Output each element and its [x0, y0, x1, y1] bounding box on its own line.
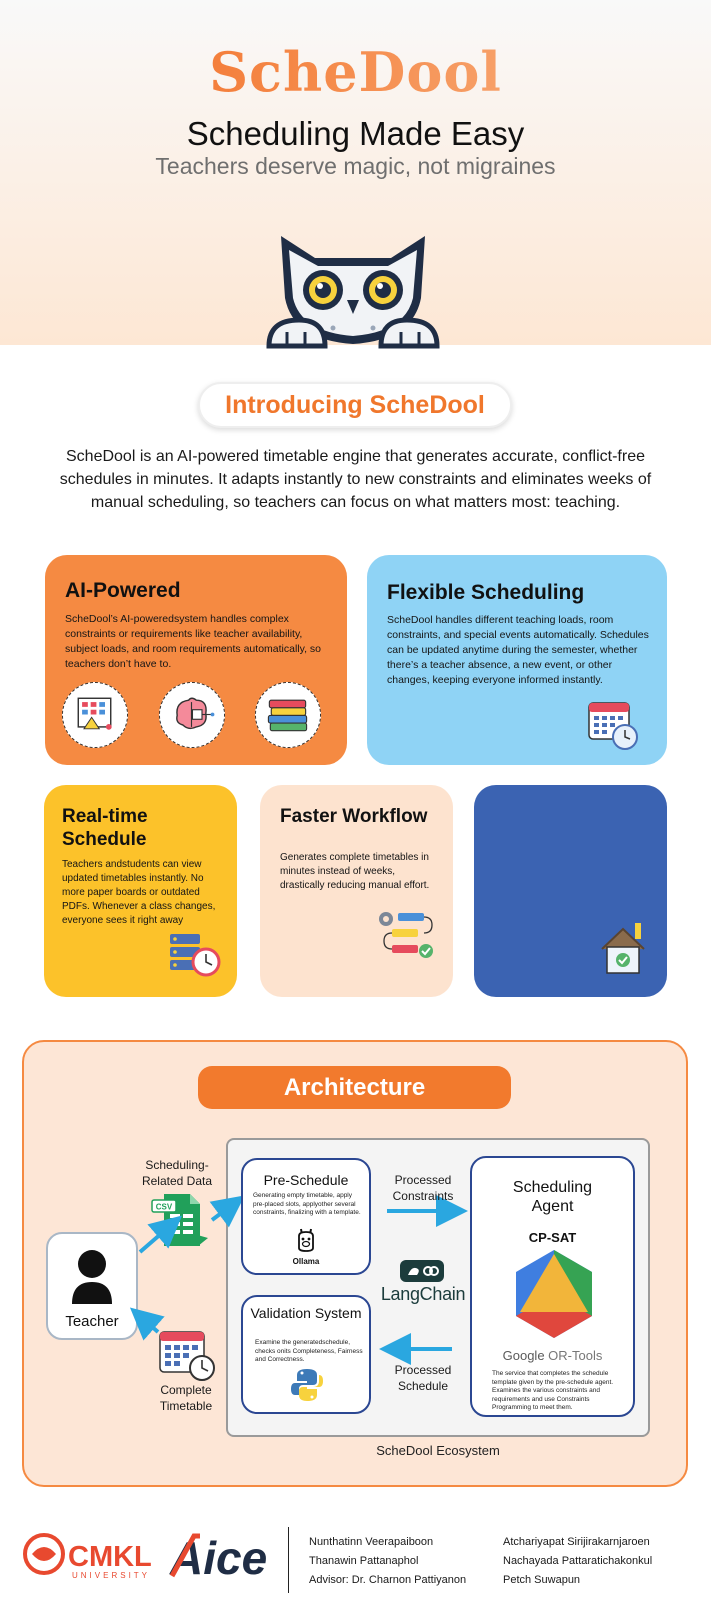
timetable-clock-icon — [158, 1326, 218, 1382]
pre-schedule-text: Generating empty timetable, apply pre-placed slots, applyother several constraints, finalizing with a template. — [253, 1192, 361, 1216]
team-member-name: Atchariyapat Sirijirakarnjaroen — [503, 1536, 650, 1548]
processed-constraints-label: Processed Constraints — [392, 1173, 454, 1203]
google-brand-text: Google — [502, 1348, 545, 1363]
aice-wordmark: Aice — [170, 1532, 268, 1584]
home-check-icon — [598, 921, 648, 977]
validation-text: Examine the generatedschedule, checks onits Completeness, Fairness and Correctness. — [255, 1339, 363, 1363]
scheduling-agent-box — [470, 1156, 635, 1417]
scheduling-agent-title: Scheduling Agent — [512, 1179, 593, 1215]
team-member-name: Petch Suwapun — [503, 1574, 581, 1586]
feature-card-blank — [474, 785, 667, 997]
chart-grid-icon — [62, 682, 128, 748]
aice-logo-icon — [168, 1530, 270, 1584]
or-tools-wordmark — [472, 1348, 633, 1364]
feature-text-workflow: Generates complete timetables in minutes instead of weeks, drastically reducing manual effort. — [280, 852, 430, 891]
scheduling-agent-text: The service that completes the schedule template given by the pre-schedule agent. Examines the various constraints and requirements and use Constraints Programming to meet them. — [492, 1370, 614, 1411]
team-member-name: Nachayada Pattaratichakonkul — [503, 1555, 653, 1567]
page-title: Scheduling Made Easy — [186, 115, 525, 152]
feature-card-ai — [45, 555, 347, 765]
architecture-heading: Architecture — [198, 1066, 511, 1109]
or-tools-logo-icon — [514, 1250, 594, 1338]
teacher-label: Teacher — [65, 1313, 119, 1330]
books-icon — [255, 682, 321, 748]
feature-text-ai: ScheDool’s AI-poweredsystem handles complex constraints or requirements like teacher availability, subject loads, and room requirements automatically, so teachers don’t have to. — [65, 613, 322, 670]
team-member-name: Thanawin Pattanaphol — [309, 1555, 419, 1567]
intro-heading: Introducing ScheDool — [198, 382, 512, 428]
input-data-label: Scheduling-Related Data — [141, 1158, 213, 1188]
feature-title-ai: AI-Powered — [65, 579, 181, 602]
validation-title: Validation System — [250, 1305, 362, 1321]
csv-file-icon — [150, 1192, 210, 1248]
feature-card-workflow — [260, 785, 453, 997]
feature-card-flexible — [367, 555, 667, 765]
ai-brain-icon — [159, 682, 225, 748]
calendar-clock-icon — [585, 695, 641, 751]
cmkl-wordmark-sub: UNIVERSITY — [72, 1571, 151, 1580]
team-names-left — [309, 1533, 466, 1590]
user-icon — [70, 1248, 114, 1306]
cmkl-wordmark: CMKL — [68, 1541, 152, 1573]
llama-icon — [293, 1226, 319, 1252]
page-subtitle: Teachers deserve magic, not migraines — [155, 153, 556, 179]
langchain-label: LangChain — [380, 1284, 466, 1304]
workflow-icon — [376, 907, 436, 965]
owl-mascot-icon — [263, 228, 443, 358]
solver-label: CP-SAT — [528, 1230, 577, 1245]
advisor-name: Advisor: Dr. Charnon Pattiyanon — [309, 1574, 467, 1586]
cmkl-logo-icon — [22, 1532, 152, 1582]
footer-divider — [288, 1527, 289, 1593]
python-icon — [291, 1367, 323, 1403]
feature-card-realtime — [44, 785, 237, 997]
feature-title-workflow: Faster Workflow — [280, 806, 428, 827]
teacher-node — [46, 1232, 138, 1340]
or-tools-brand-text: OR-Tools — [548, 1348, 603, 1363]
validation-box — [241, 1295, 371, 1414]
brand-logo-text: ScheDool — [0, 40, 711, 104]
pre-schedule-box — [241, 1158, 371, 1275]
feature-text-flexible: ScheDool handles different teaching loads, room constraints, and special events automatically. Schedules can be updated anytime during the semester, whether there’s a teacher absence, a new event, or other changes, keeping everyone informed instantly. — [387, 614, 649, 686]
output-timetable-label: Complete Timetable — [159, 1383, 213, 1413]
ecosystem-label: ScheDool Ecosystem — [376, 1443, 500, 1458]
team-names-right — [503, 1533, 652, 1590]
feature-text-realtime: Teachers andstudents can view updated timetables instantly. No more paper boards or outdated PDFs. Whenever a class changes, everyone sees it right away — [62, 859, 216, 926]
team-member-name: Nunthatinn Veerapaiboon — [309, 1536, 434, 1548]
ollama-label: Ollama — [292, 1257, 320, 1266]
processed-schedule-label: Processed Schedule — [394, 1363, 452, 1393]
server-timer-icon — [166, 930, 222, 978]
langchain-icon — [400, 1260, 444, 1282]
intro-paragraph: ScheDool is an AI-powered timetable engine that generates accurate, conflict-free schedules in minutes. It adapts instantly to new constraints and eliminates weeks of manual scheduling, so teachers can focus on what matters most: teaching. — [59, 448, 652, 511]
feature-title-flexible: Flexible Scheduling — [387, 581, 585, 604]
pre-schedule-title: Pre-Schedule — [263, 1172, 349, 1188]
feature-title-realtime: Real-time Schedule — [62, 806, 148, 850]
csv-badge: CSV — [155, 1202, 173, 1212]
